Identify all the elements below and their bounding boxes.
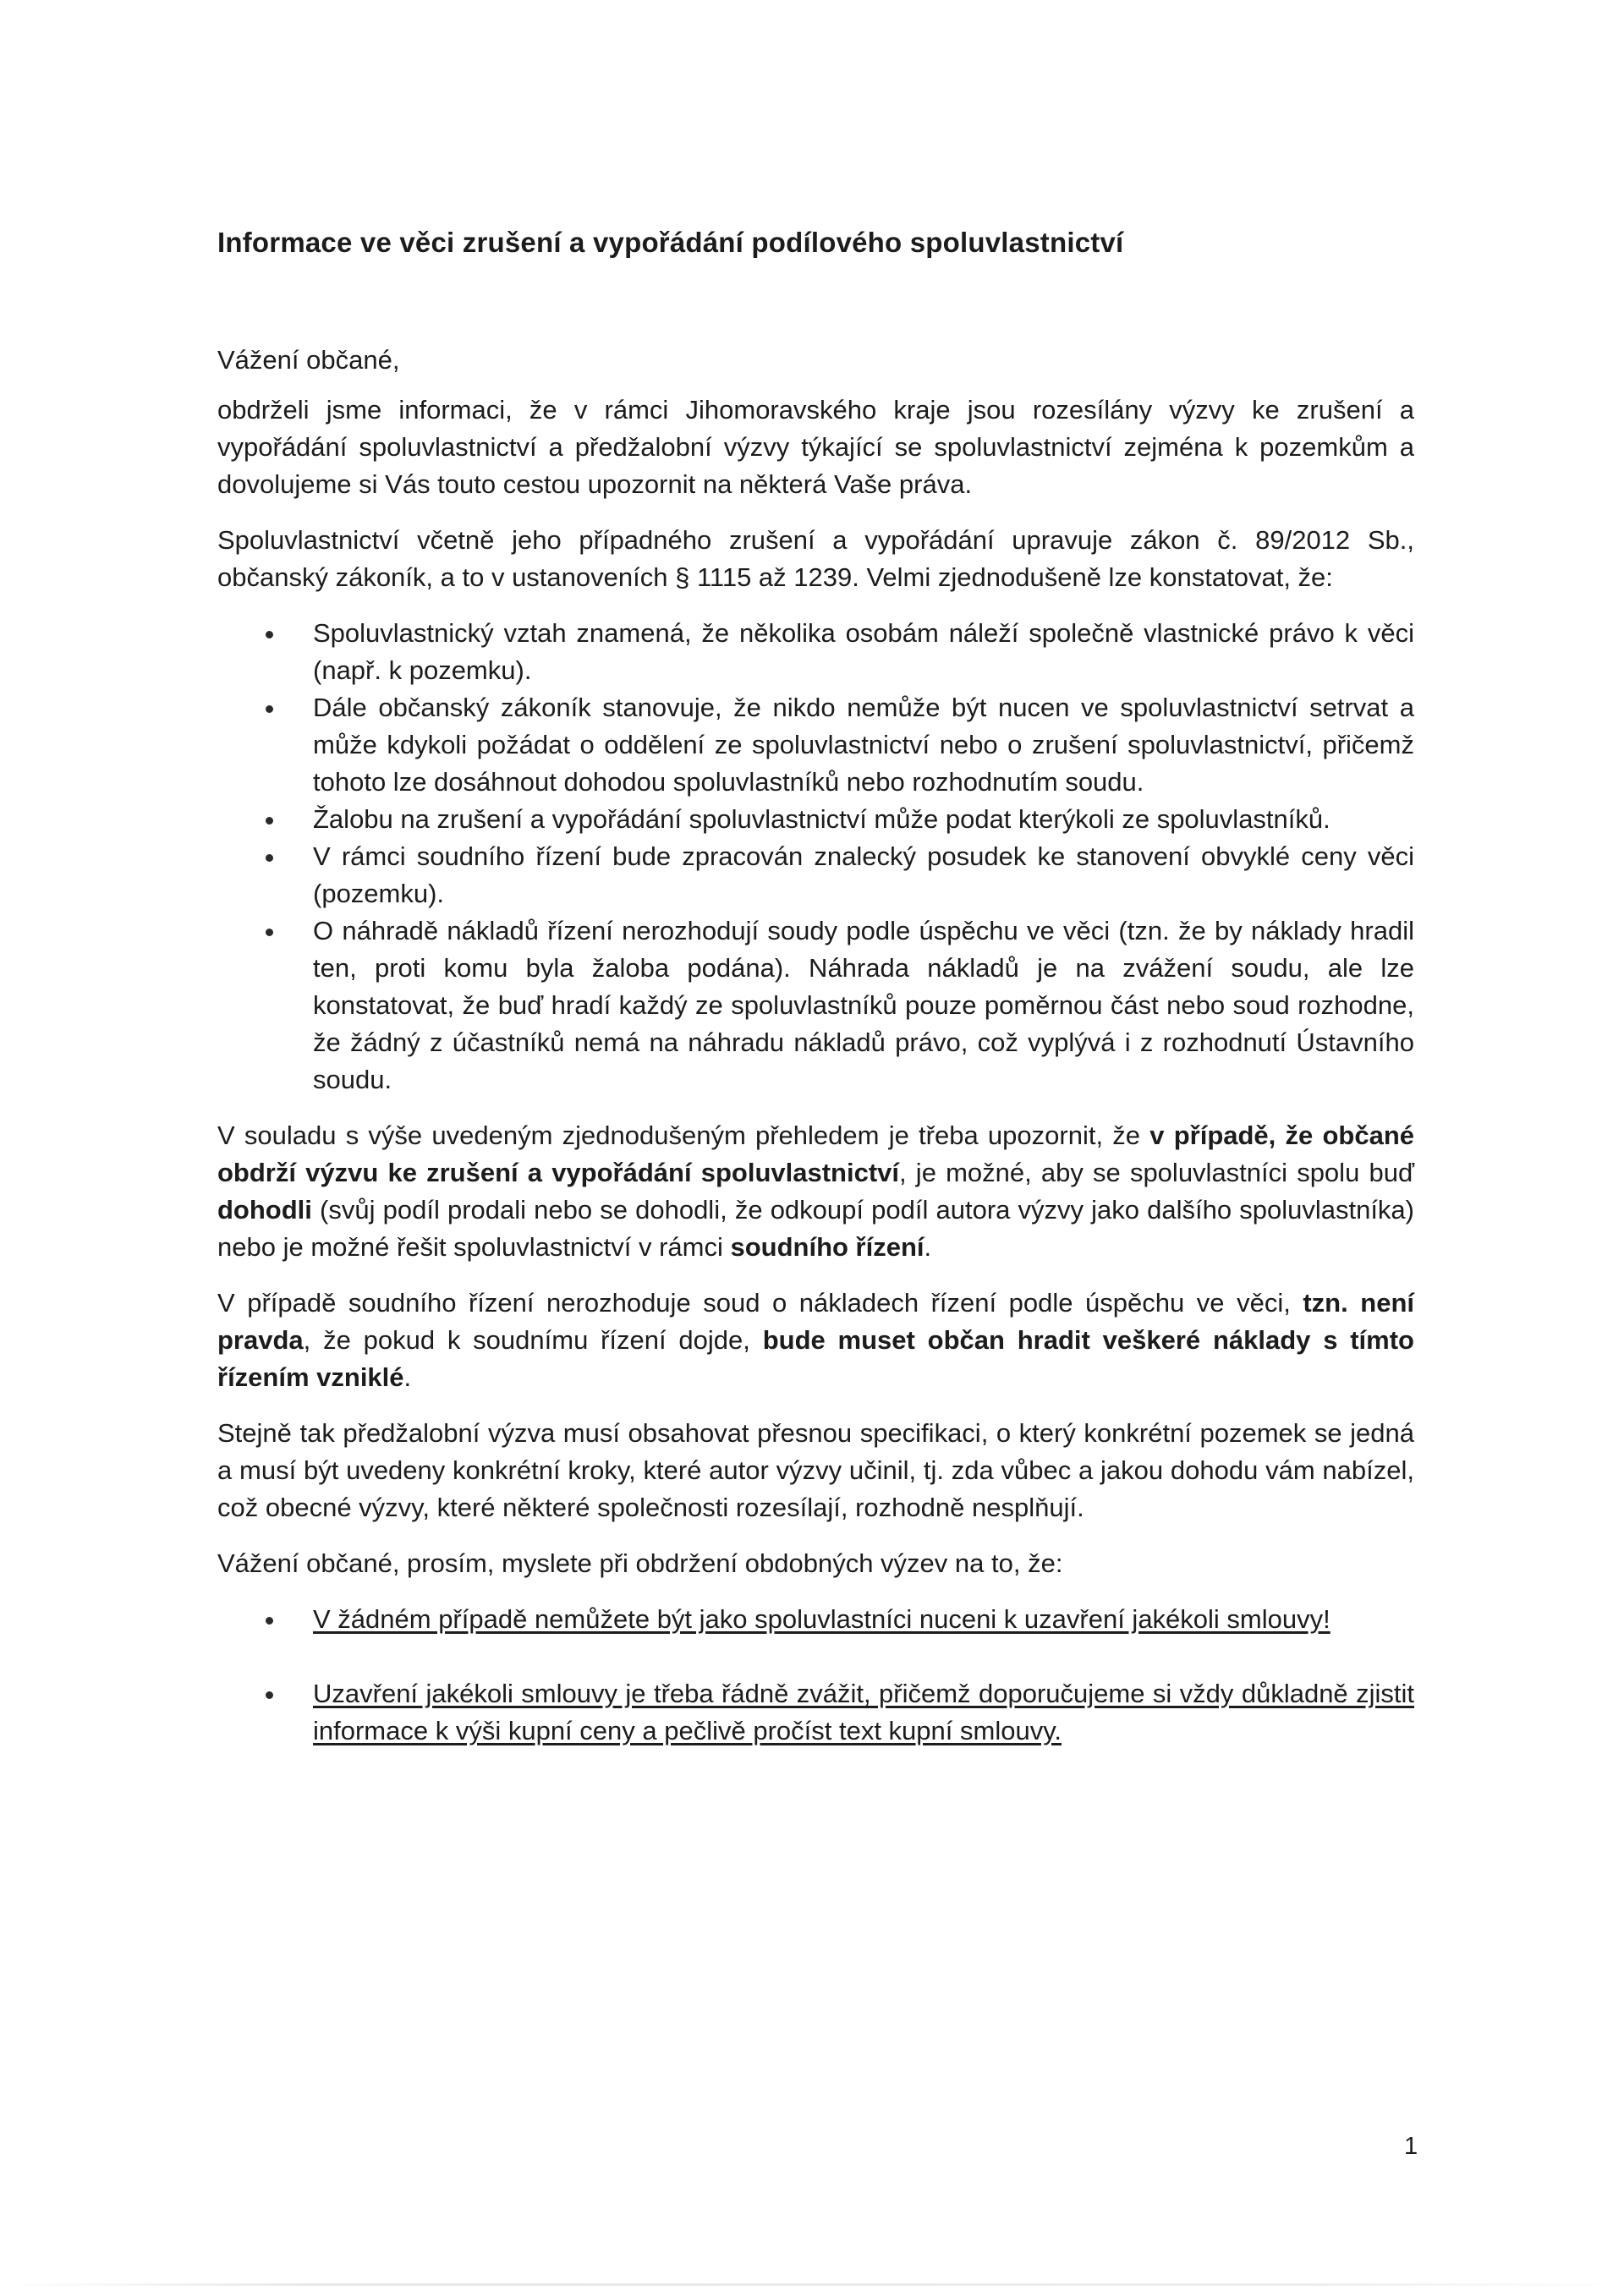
pretrial-paragraph: Stejně tak předžalobní výzva musí obsahovat přesnou specifikaci, o který konkrétní pozemek se jedná a musí být uvedeny konkrétní kroky, které autor výzvy učinil, tj. zda vůbec a jakou dohodu vám nabízel, což obecné výzvy, které některé společnosti rozesílají, rozhodně nesplňují. [217,1418,1414,1522]
summary-emphasis: dohodli [217,1195,312,1225]
salutation: Vážení občané, [217,345,400,375]
list-item [217,1601,1414,1638]
costs-emphasis: bude muset občan hradit veškeré náklady s tímto řízením vzniklé [217,1325,1414,1392]
list-item: V rámci soudního řízení bude zpracován znalecký posudek ke stanovení obvyklé ceny věci (pozemku). [217,838,1414,912]
summary-text: . [924,1232,932,1262]
summary-text: V souladu s výše uvedeným zjednodušeným přehledem je třeba upozornit, že [217,1121,1150,1150]
costs-paragraph [217,1285,1414,1396]
warnings-list [217,1601,1414,1750]
legal-basis-paragraph: Spoluvlastnictví včetně jeho případného zrušení a vypořádání upravuje zákon č. 89/2012 Sb., občanský zákoník, a to v ustanoveních § 1115 až 1239. Velmi zjednodušeně lze konstatovat, že: [217,525,1414,592]
summary-emphasis: v případě, že občané obdrží výzvu ke zrušení a vypořádání spoluvlastnictví [217,1121,1415,1187]
page-number: 1 [1404,2133,1418,2160]
costs-text: . [403,1362,412,1392]
warning-text: V žádném případě nemůžete být jako spoluvlastníci nuceni k uzavření jakékoli smlouvy! [313,1604,1330,1634]
list-item: Žalobu na zrušení a vypořádání spoluvlastnictví může podat kterýkoli ze spoluvlastníků. [217,801,1414,838]
summary-paragraph [217,1117,1414,1266]
intro-paragraph: obdrželi jsme informaci, že v rámci Jihomoravského kraje jsou rozesílány výzvy ke zrušení a vypořádání spoluvlastnictví a předžalobní výzvy týkající se spoluvlastnictví zejména k pozemkům a dovolujeme si Vás touto cestou upozornit na některá Vaše práva. [217,395,1414,499]
document-title: Informace ve věci zrušení a vypořádání podílového spoluvlastnictví [217,227,1124,258]
costs-text: , že pokud k soudnímu řízení dojde, [303,1325,763,1355]
legal-points-list [217,615,1414,1099]
summary-text: , je možné, aby se spoluvlastníci spolu buď [899,1158,1415,1187]
summary-emphasis: soudního řízení [730,1232,924,1262]
costs-text: V případě soudního řízení nerozhoduje soud o nákladech řízení podle úspěchu ve věci, [217,1288,1303,1318]
document-body [217,392,1414,1768]
list-item: O náhradě nákladů řízení nerozhodují soudy podle úspěchu ve věci (tzn. že by náklady hradil ten, proti komu byla žaloba podána). Náhrada nákladů je na zvážení soudu, ale lze konstatovat, že buď hradí každý ze spoluvlastníků pouze poměrnou část nebo soud rozhodne, že žádný z účastníků nemá na náhradu nákladů právo, což vyplývá i z rozhodnutí Ústavního soudu. [217,912,1414,1099]
warning-text: Uzavření jakékoli smlouvy je třeba řádně zvážit, přičemž doporučujeme si vždy důkladně zjistit informace k výši kupní ceny a pečlivě pročíst text kupní smlouvy. [313,1679,1414,1745]
list-item: Spoluvlastnický vztah znamená, že několika osobám náleží společně vlastnické právo k věci (např. k pozemku). [217,615,1414,689]
list-item [217,1675,1414,1750]
list-item: Dále občanský zákoník stanovuje, že nikdo nemůže být nucen ve spoluvlastnictví setrvat a může kdykoli požádat o oddělení ze spoluvlastnictví nebo o zrušení spoluvlastnictví, přičemž tohoto lze dosáhnout dohodou spoluvlastníků nebo rozhodnutím soudu. [217,689,1414,801]
costs-emphasis: tzn. není pravda [217,1288,1414,1355]
reminder-paragraph: Vážení občané, prosím, myslete při obdržení obdobných výzev na to, že: [217,1548,1063,1578]
scan-edge-divider [0,2283,1624,2286]
summary-text: (svůj podíl prodali nebo se dohodli, že odkoupí podíl autora výzvy jako dalšího spoluvlastníka) nebo je možné řešit spoluvlastnictví v rámci [217,1195,1414,1262]
